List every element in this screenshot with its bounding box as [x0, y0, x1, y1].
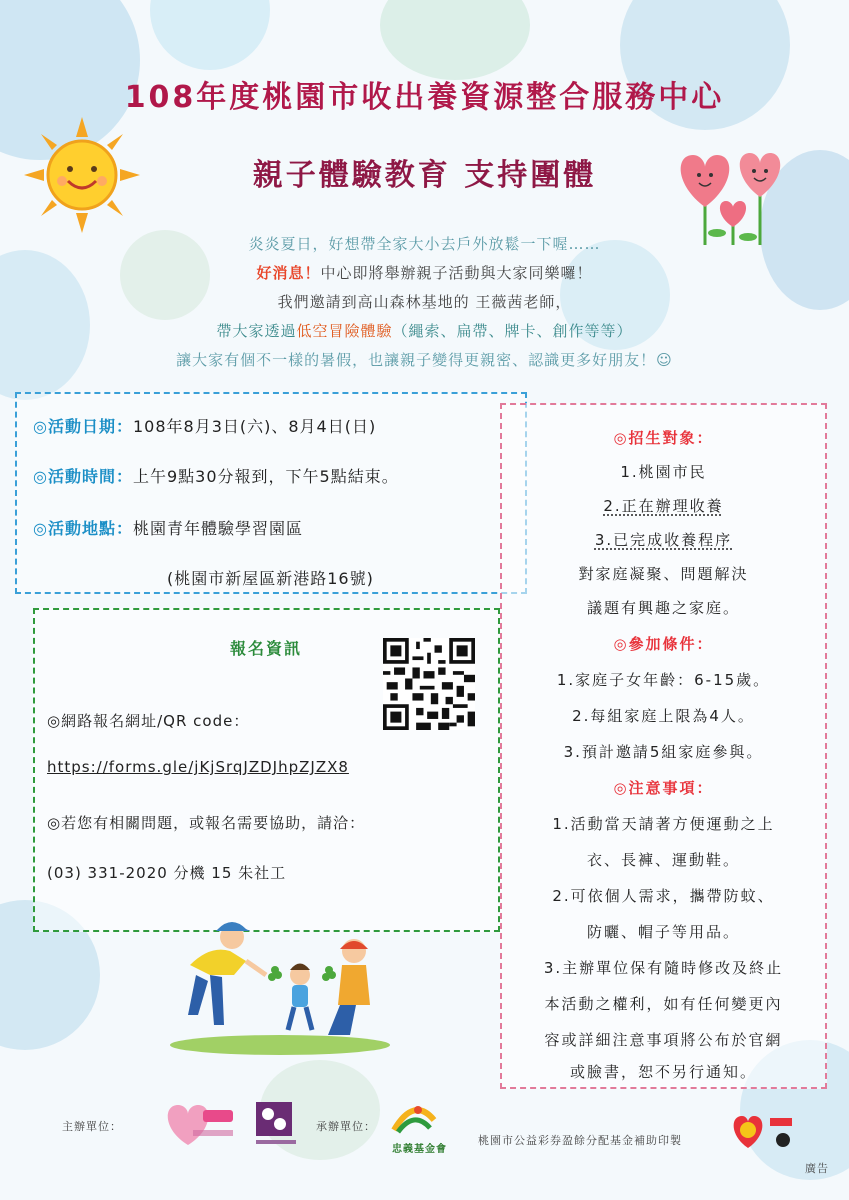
notice-item: 本活動之權利，如有任何變更內	[544, 995, 783, 1013]
recruitment-box	[500, 403, 827, 1089]
target-item: 3.已完成收養程序	[594, 531, 733, 549]
notice-heading: ◎注意事項：	[613, 779, 714, 797]
condition-item: 1.家庭子女年齡：6-15歲。	[556, 671, 771, 689]
intro-line	[0, 317, 849, 346]
co-organizer-name: 忠義基金會	[392, 1144, 447, 1155]
online-registration-label: ◎網路報名網址/QR code：	[47, 712, 250, 730]
intro-line-rest: 中心即將舉辦親子活動與大家同樂囉！	[320, 264, 593, 282]
qr-code[interactable]	[383, 638, 475, 730]
contact-phone: (03) 331-2020 分機 15 朱社工	[47, 864, 287, 882]
bg-bubble	[380, 0, 530, 80]
event-date	[33, 414, 376, 437]
condition-item: 3.預計邀請5組家庭參與。	[563, 743, 764, 761]
ad-label: 廣告	[805, 1162, 829, 1175]
lottery-fund-logo	[728, 1112, 798, 1152]
target-heading: ◎招生對象：	[613, 429, 714, 447]
condition-item: 2.每組家庭上限為4人。	[572, 707, 755, 725]
conditions-heading: ◎參加條件：	[613, 635, 714, 653]
registration-box	[33, 608, 500, 932]
target-item: 議題有興趣之家庭。	[586, 599, 740, 617]
event-time	[33, 464, 399, 487]
event-time-value: 上午9點30分報到，下午5點結束。	[132, 467, 399, 486]
adventure-highlight: 低空冒險體驗	[296, 322, 393, 340]
intro-line: 讓大家有個不一樣的暑假，也讓親子變得更親密、認識更多好朋友！☺	[176, 351, 673, 369]
registration-url-link[interactable]: https://forms.gle/jKjSrqJZDJhpZJZX8	[47, 758, 349, 776]
organizer-logo-heart	[158, 1100, 238, 1155]
organizer-label: 主辦單位：	[62, 1120, 122, 1133]
notice-item: 防曬、帽子等用品。	[586, 923, 740, 941]
event-time-label: ◎活動時間：	[33, 467, 133, 486]
family-illustration	[150, 915, 390, 1055]
funding-note: 桃園市公益彩券盈餘分配基金補助印製	[478, 1134, 682, 1147]
organizer-logo-purple	[252, 1100, 304, 1148]
co-organizer-logo	[388, 1100, 440, 1136]
notice-item: 容或詳細注意事項將公布於官網	[544, 1031, 783, 1049]
notice-item: 3.主辦單位保有隨時修改及終止	[543, 959, 784, 977]
event-address: (桃園市新屋區新港路16號)	[167, 569, 374, 588]
intro-line	[0, 259, 849, 288]
target-item: 對家庭凝聚、問題解決	[578, 565, 749, 583]
notice-item: 或臉書，恕不另行通知。	[569, 1063, 757, 1081]
intro-line: 炎炎夏日，好想帶全家大小去戶外放鬆一下喔……	[248, 235, 601, 253]
event-place-label: ◎活動地點：	[33, 519, 133, 538]
notice-item: 1.活動當天請著方便運動之上	[552, 815, 775, 833]
subtitle: 親子體驗教育 支持團體	[252, 158, 597, 193]
notice-item: 2.可依個人需求，攜帶防蚊、	[552, 887, 775, 905]
event-date-label: ◎活動日期：	[33, 417, 133, 436]
event-info-box	[15, 392, 527, 594]
intro-text	[0, 230, 849, 375]
help-contact-label: ◎若您有相關問題，或報名需要協助，請洽：	[47, 814, 366, 832]
co-organizer-label: 承辦單位：	[316, 1120, 376, 1133]
target-item: 2.正在辦理收養	[603, 497, 724, 515]
event-date-value: 108年8月3日(六)、8月4日(日)	[132, 417, 377, 436]
event-place-value: 桃園青年體驗學習園區	[132, 519, 303, 538]
intro-line-end: （繩索、扁帶、牌卡、創作等等）	[392, 322, 633, 340]
registration-title: 報名資訊	[230, 639, 303, 658]
intro-line-start: 帶大家透過	[216, 322, 297, 340]
notice-item: 衣、長褲、運動鞋。	[586, 851, 740, 869]
main-title: 108年度桃園市收出養資源整合服務中心	[124, 80, 725, 115]
target-item: 1.桃園市民	[620, 463, 707, 481]
event-place	[33, 516, 303, 539]
bg-bubble	[150, 0, 270, 70]
good-news-highlight: 好消息！	[256, 264, 321, 282]
intro-line: 我們邀請到高山森林基地的 王薇茜老師，	[277, 293, 572, 311]
